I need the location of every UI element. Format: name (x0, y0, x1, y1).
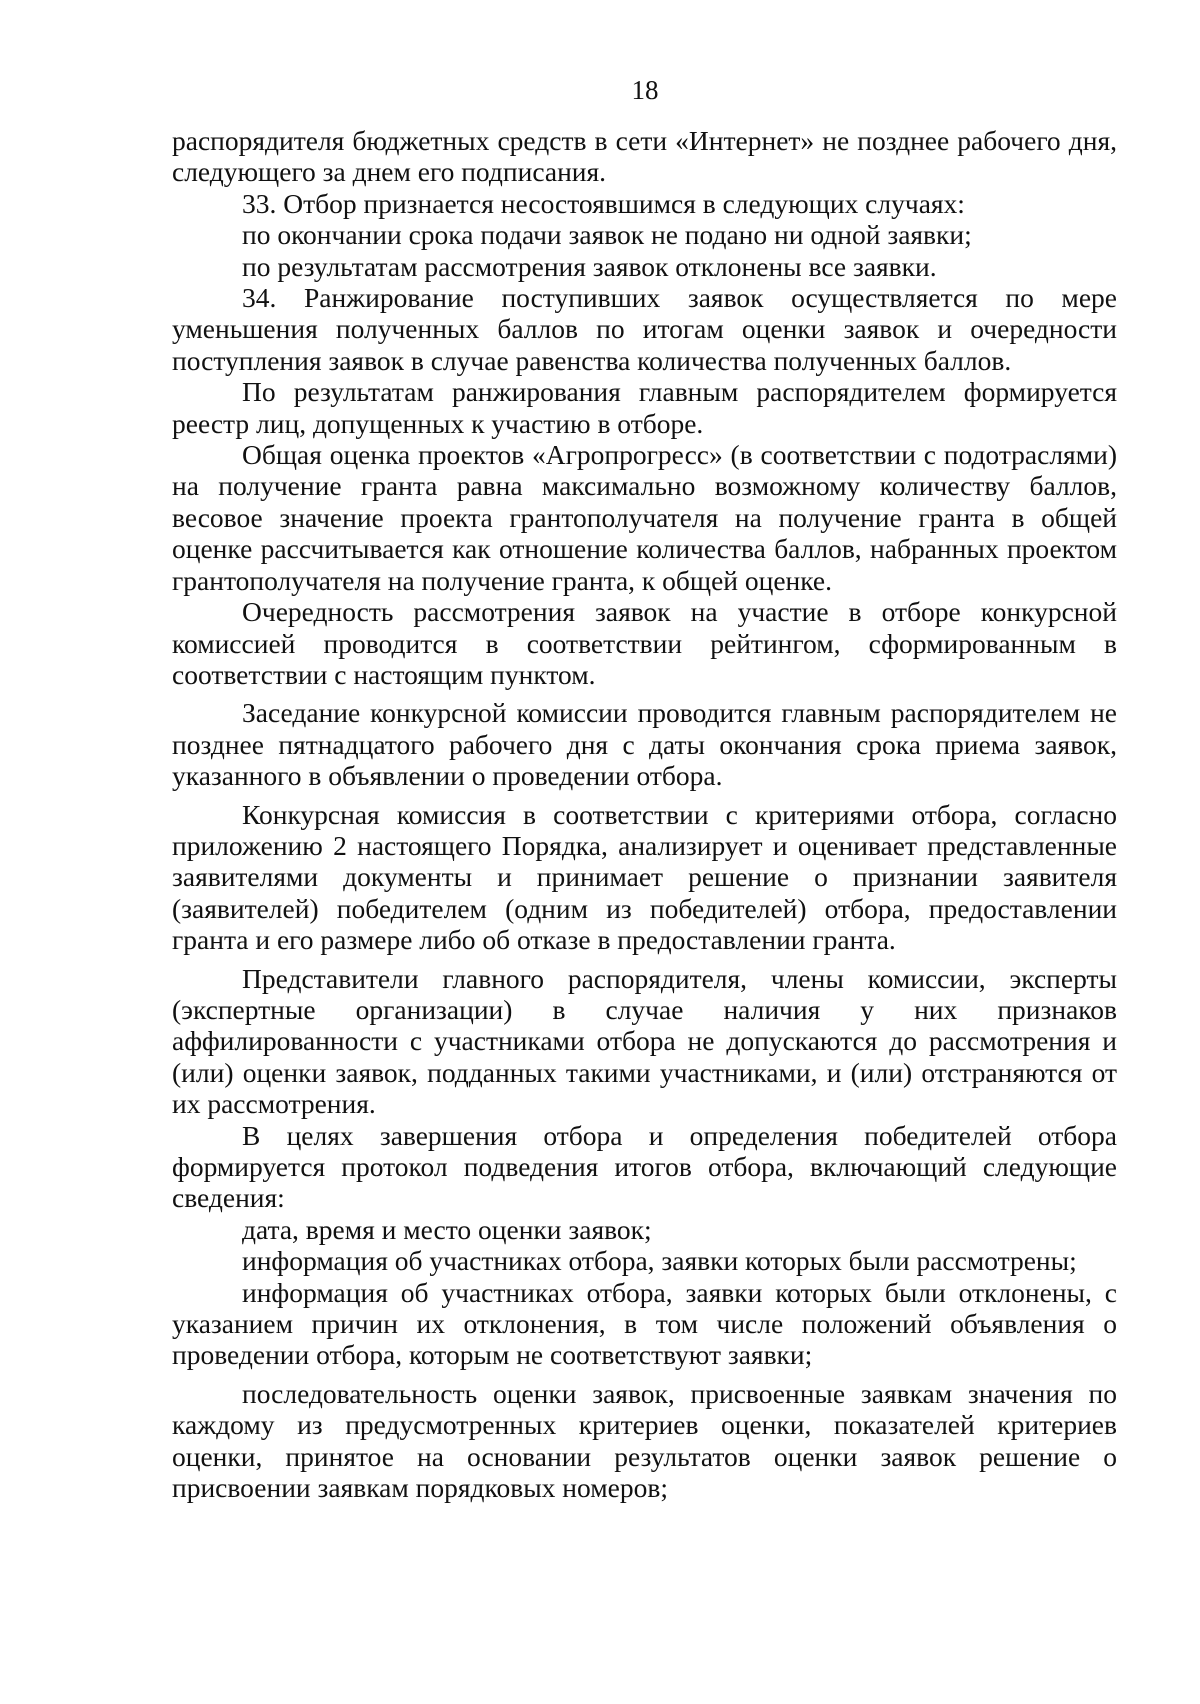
paragraph: по окончании срока подачи заявок не подано ни одной заявки; (242, 219, 972, 251)
paragraph: распорядителя бюджетных средств в сети «Интернет» не позднее рабочего дня, следующего за днем его подписания. (172, 125, 1117, 188)
paragraph: Заседание конкурсной комиссии проводится главным распорядителем не позднее пятнадцатого рабочего дня с даты окончания срока приема заявок, указанного в объявлении о проведении отбора. (172, 697, 1117, 792)
paragraph: Общая оценка проектов «Агропрогресс» (в соответствии с подотраслями) на получение гранта равна максимально возможному количеству баллов, весовое значение проекта грантополучателя на получение гранта в общей оценке рассчитывается как отношение количества баллов, набранных проектом грантополучателя на получение гранта, к общей оценке. (172, 439, 1117, 596)
paragraph: информация об участниках отбора, заявки которых были отклонены, с указанием причин их отклонения, в том числе положений объявления о проведении отбора, которым не соответствуют заявки; (172, 1276, 1117, 1371)
document-body (172, 125, 1117, 1503)
page-number: 18 (631, 75, 659, 105)
paragraph: дата, время и место оценки заявок; (242, 1213, 652, 1245)
paragraph: В целях завершения отбора и определения победителей отбора формируется протокол подведения итогов отбора, включающий следующие сведения: (172, 1119, 1117, 1214)
paragraph: 33. Отбор признается несостоявшимся в следующих случаях: (242, 187, 965, 219)
paragraph: информация об участниках отбора, заявки которых были рассмотрены; (242, 1245, 1077, 1277)
paragraph: Конкурсная комиссия в соответствии с критериями отбора, согласно приложению 2 настоящего Порядка, анализирует и оценивает представленные заявителями документы и принимает решение о признании заявителя (заявителей) победителем (одним из победителей) отбора, предоставлении гранта и его размере либо об отказе в предоставлении гранта. (172, 798, 1117, 956)
paragraph: 34. Ранжирование поступивших заявок осуществляется по мере уменьшения полученных баллов по итогам оценки заявок и очередности поступления заявок в случае равенства количества полученных баллов. (172, 282, 1117, 376)
paragraph: последовательность оценки заявок, присвоенные заявкам значения по каждому из предусмотренных критериев оценки, показателей критериев оценки, принятое на основании результатов оценки заявок решение о присвоении заявкам порядковых номеров; (172, 1377, 1117, 1504)
paragraph: Очередность рассмотрения заявок на участие в отборе конкурсной комиссией проводится в соответствии рейтингом, сформированным в соответствии с настоящим пунктом. (172, 596, 1117, 690)
paragraph: по результатам рассмотрения заявок отклонены все заявки. (242, 250, 937, 282)
paragraph: По результатам ранжирования главным распорядителем формируется реестр лиц, допущенных к участию в отборе. (172, 376, 1117, 439)
paragraph: Представители главного распорядителя, члены комиссии, эксперты (экспертные организации) в случае наличия у них признаков аффилированности с участниками отбора не допускаются до рассмотрения и (или) оценки заявок, подданных такими участниками, и (или) отстраняются от их рассмотрения. (172, 962, 1117, 1120)
